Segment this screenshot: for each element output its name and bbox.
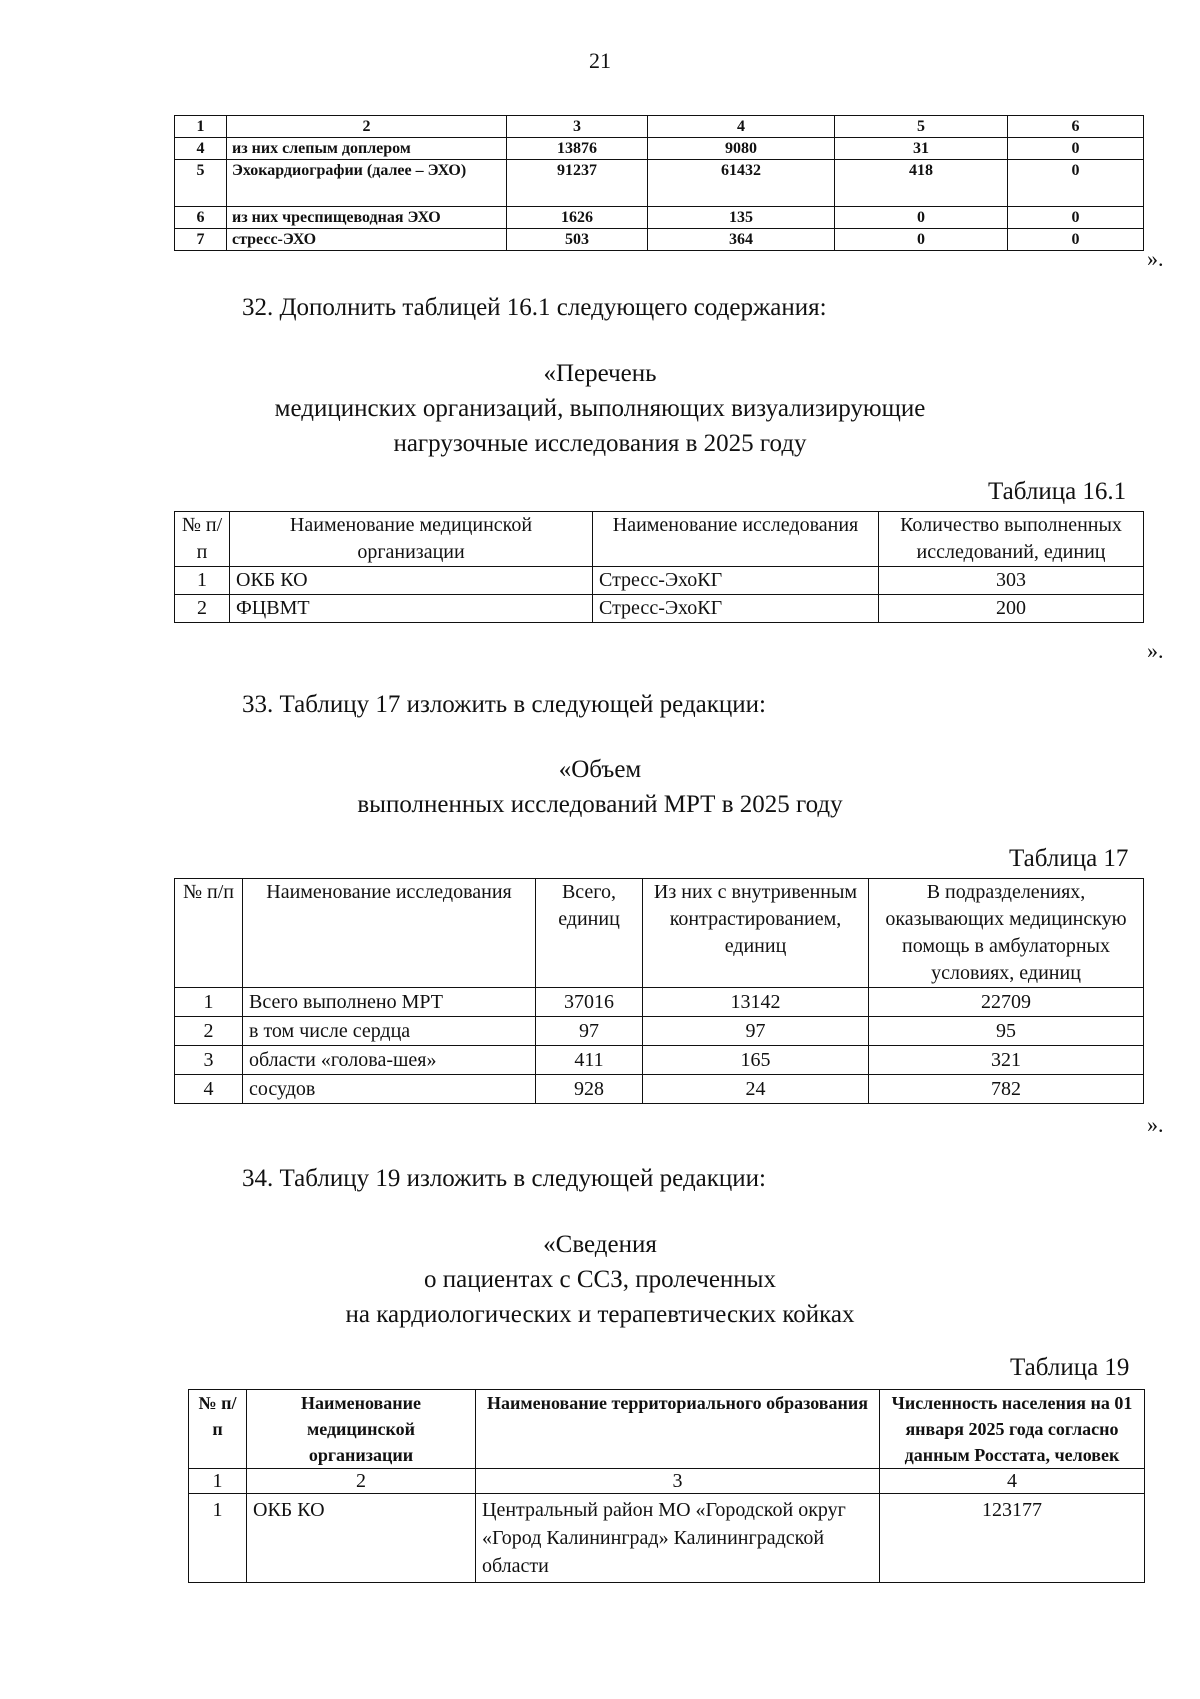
table-cell: 165 <box>643 1046 869 1075</box>
table-cell: ОКБ КО <box>247 1494 476 1583</box>
table-cell: 411 <box>536 1046 643 1075</box>
table-cell: 2 <box>175 595 230 623</box>
header-cell: В подразделениях, оказывающих медицинскую помощь в амбулаторных условиях, единиц <box>869 879 1144 988</box>
title-line: «Перечень <box>543 360 657 387</box>
table-cell: 0 <box>835 207 1008 229</box>
table-row <box>189 1494 1145 1583</box>
table-cell: 4 <box>175 1075 243 1104</box>
table-row <box>175 595 1144 623</box>
header-cell: Количество выполненных исследований, единиц <box>879 512 1144 567</box>
table-cell: 1 <box>175 988 243 1017</box>
table-cell: Стресс-ЭхоКГ <box>593 595 879 623</box>
table-cell: 1 <box>189 1494 247 1583</box>
table-cell: 5 <box>835 116 1008 138</box>
table-title-17 <box>0 752 1200 822</box>
table-cell: 4 <box>648 116 835 138</box>
table-19 <box>188 1389 1145 1583</box>
title-line: о пациентах с ССЗ, пролеченных <box>424 1266 776 1293</box>
closing-quote: ». <box>1147 1112 1164 1137</box>
table-cell: 928 <box>536 1075 643 1104</box>
table-cell: 3 <box>175 1046 243 1075</box>
table-cell: 7 <box>175 229 227 251</box>
table-cell: из них слепым доплером <box>227 138 507 160</box>
table-cell: 4 <box>175 138 227 160</box>
table-row <box>175 229 1144 251</box>
table-row <box>175 138 1144 160</box>
table-cell: области «голова-шея» <box>243 1046 536 1075</box>
table-cell: стресс-ЭХО <box>227 229 507 251</box>
table-cell: 200 <box>879 595 1144 623</box>
table-cell: 37016 <box>536 988 643 1017</box>
table-cell: 13876 <box>507 138 648 160</box>
table-cell: 6 <box>175 207 227 229</box>
table-cell: 2 <box>175 1017 243 1046</box>
header-cell: Наименование медицинской организации <box>247 1390 476 1469</box>
table-cell: 321 <box>869 1046 1144 1075</box>
header-cell: Наименование исследования <box>243 879 536 988</box>
table-header-row <box>175 512 1144 567</box>
table-cell: 22709 <box>869 988 1144 1017</box>
table-cell: 364 <box>648 229 835 251</box>
paragraph-33: 33. Таблицу 17 изложить в следующей редакции: <box>242 691 766 718</box>
table-cell: 2 <box>247 1469 476 1494</box>
header-cell: Наименование исследования <box>593 512 879 567</box>
table-cell: Стресс-ЭхоКГ <box>593 567 879 595</box>
header-cell: Численность населения на 01 января 2025 года согласно данным Росстата, человек <box>880 1390 1145 1469</box>
table-cell: ФЦВМТ <box>230 595 593 623</box>
table-cell: 1 <box>175 116 227 138</box>
table-cell: из них чреспищеводная ЭХО <box>227 207 507 229</box>
table-title-19 <box>0 1227 1200 1332</box>
header-cell: № п/п <box>175 879 243 988</box>
table-cell: 0 <box>1008 207 1144 229</box>
column-number-row <box>189 1469 1145 1494</box>
table-cell: 135 <box>648 207 835 229</box>
closing-quote: ». <box>1147 638 1164 663</box>
table-cell: 1626 <box>507 207 648 229</box>
title-line: на кардиологических и терапевтических койках <box>345 1301 855 1328</box>
table-label-17: Таблица 17 <box>1009 845 1129 872</box>
table-cell: Всего выполнено МРТ <box>243 988 536 1017</box>
table-cell: 0 <box>835 229 1008 251</box>
paragraph-34: 34. Таблицу 19 изложить в следующей редакции: <box>242 1165 766 1192</box>
table-cell: 2 <box>227 116 507 138</box>
table-17 <box>174 878 1144 1104</box>
table-cell: 0 <box>1008 138 1144 160</box>
table-row <box>175 160 1144 207</box>
continuation-table <box>174 115 1144 251</box>
table-row <box>175 207 1144 229</box>
table-header-row <box>175 879 1144 988</box>
table-cell: 782 <box>869 1075 1144 1104</box>
header-cell: Всего, единиц <box>536 879 643 988</box>
table-cell: 97 <box>643 1017 869 1046</box>
table-cell: 97 <box>536 1017 643 1046</box>
title-line: выполненных исследований МРТ в 2025 году <box>357 791 843 818</box>
table-cell: 123177 <box>880 1494 1145 1583</box>
title-line: «Сведения <box>543 1231 657 1258</box>
table-row <box>175 1046 1144 1075</box>
table-cell: Центральный район МО «Городской округ «Город Калининград» Калининградской области <box>476 1494 880 1583</box>
table-cell: 95 <box>869 1017 1144 1046</box>
header-cell: Наименование медицинской организации <box>230 512 593 567</box>
table-cell: 6 <box>1008 116 1144 138</box>
page-number: 21 <box>589 48 611 73</box>
closing-quote: ». <box>1147 246 1164 271</box>
table-row <box>175 988 1144 1017</box>
table-cell: 1 <box>175 567 230 595</box>
table-cell: сосудов <box>243 1075 536 1104</box>
table-cell: 303 <box>879 567 1144 595</box>
table-cell: 61432 <box>648 160 835 207</box>
title-line: нагрузочные исследования в 2025 году <box>393 430 807 457</box>
table-cell: 91237 <box>507 160 648 207</box>
table-16-1 <box>174 511 1144 623</box>
table-cell: 0 <box>1008 160 1144 207</box>
table-cell: 3 <box>476 1469 880 1494</box>
title-line: «Объем <box>558 756 642 783</box>
table-cell: 13142 <box>643 988 869 1017</box>
table-cell: 1 <box>189 1469 247 1494</box>
table-cell: 503 <box>507 229 648 251</box>
table-cell: 9080 <box>648 138 835 160</box>
table-cell: 0 <box>1008 229 1144 251</box>
table-row <box>175 1075 1144 1104</box>
header-cell: Из них с внутривенным контрастированием, единиц <box>643 879 869 988</box>
table-cell: в том числе сердца <box>243 1017 536 1046</box>
table-cell: 5 <box>175 160 227 207</box>
table-cell: Эхокардиографии (далее – ЭХО) <box>227 160 507 207</box>
title-line: медицинских организаций, выполняющих визуализирующие <box>274 395 926 422</box>
table-cell: ОКБ КО <box>230 567 593 595</box>
header-cell: Наименование территориального образования <box>476 1390 880 1469</box>
table-label-16-1: Таблица 16.1 <box>988 478 1127 505</box>
table-cell: 418 <box>835 160 1008 207</box>
table-header-row <box>175 116 1144 138</box>
paragraph-32: 32. Дополнить таблицей 16.1 следующего содержания: <box>242 294 827 321</box>
table-label-19: Таблица 19 <box>1010 1354 1130 1381</box>
table-header-row <box>189 1390 1145 1469</box>
table-title-16-1 <box>0 356 1200 461</box>
header-cell: № п/п <box>189 1390 247 1469</box>
table-row <box>175 1017 1144 1046</box>
header-cell: № п/п <box>175 512 230 567</box>
table-cell: 4 <box>880 1469 1145 1494</box>
table-cell: 31 <box>835 138 1008 160</box>
table-cell: 3 <box>507 116 648 138</box>
table-cell: 24 <box>643 1075 869 1104</box>
table-row <box>175 567 1144 595</box>
